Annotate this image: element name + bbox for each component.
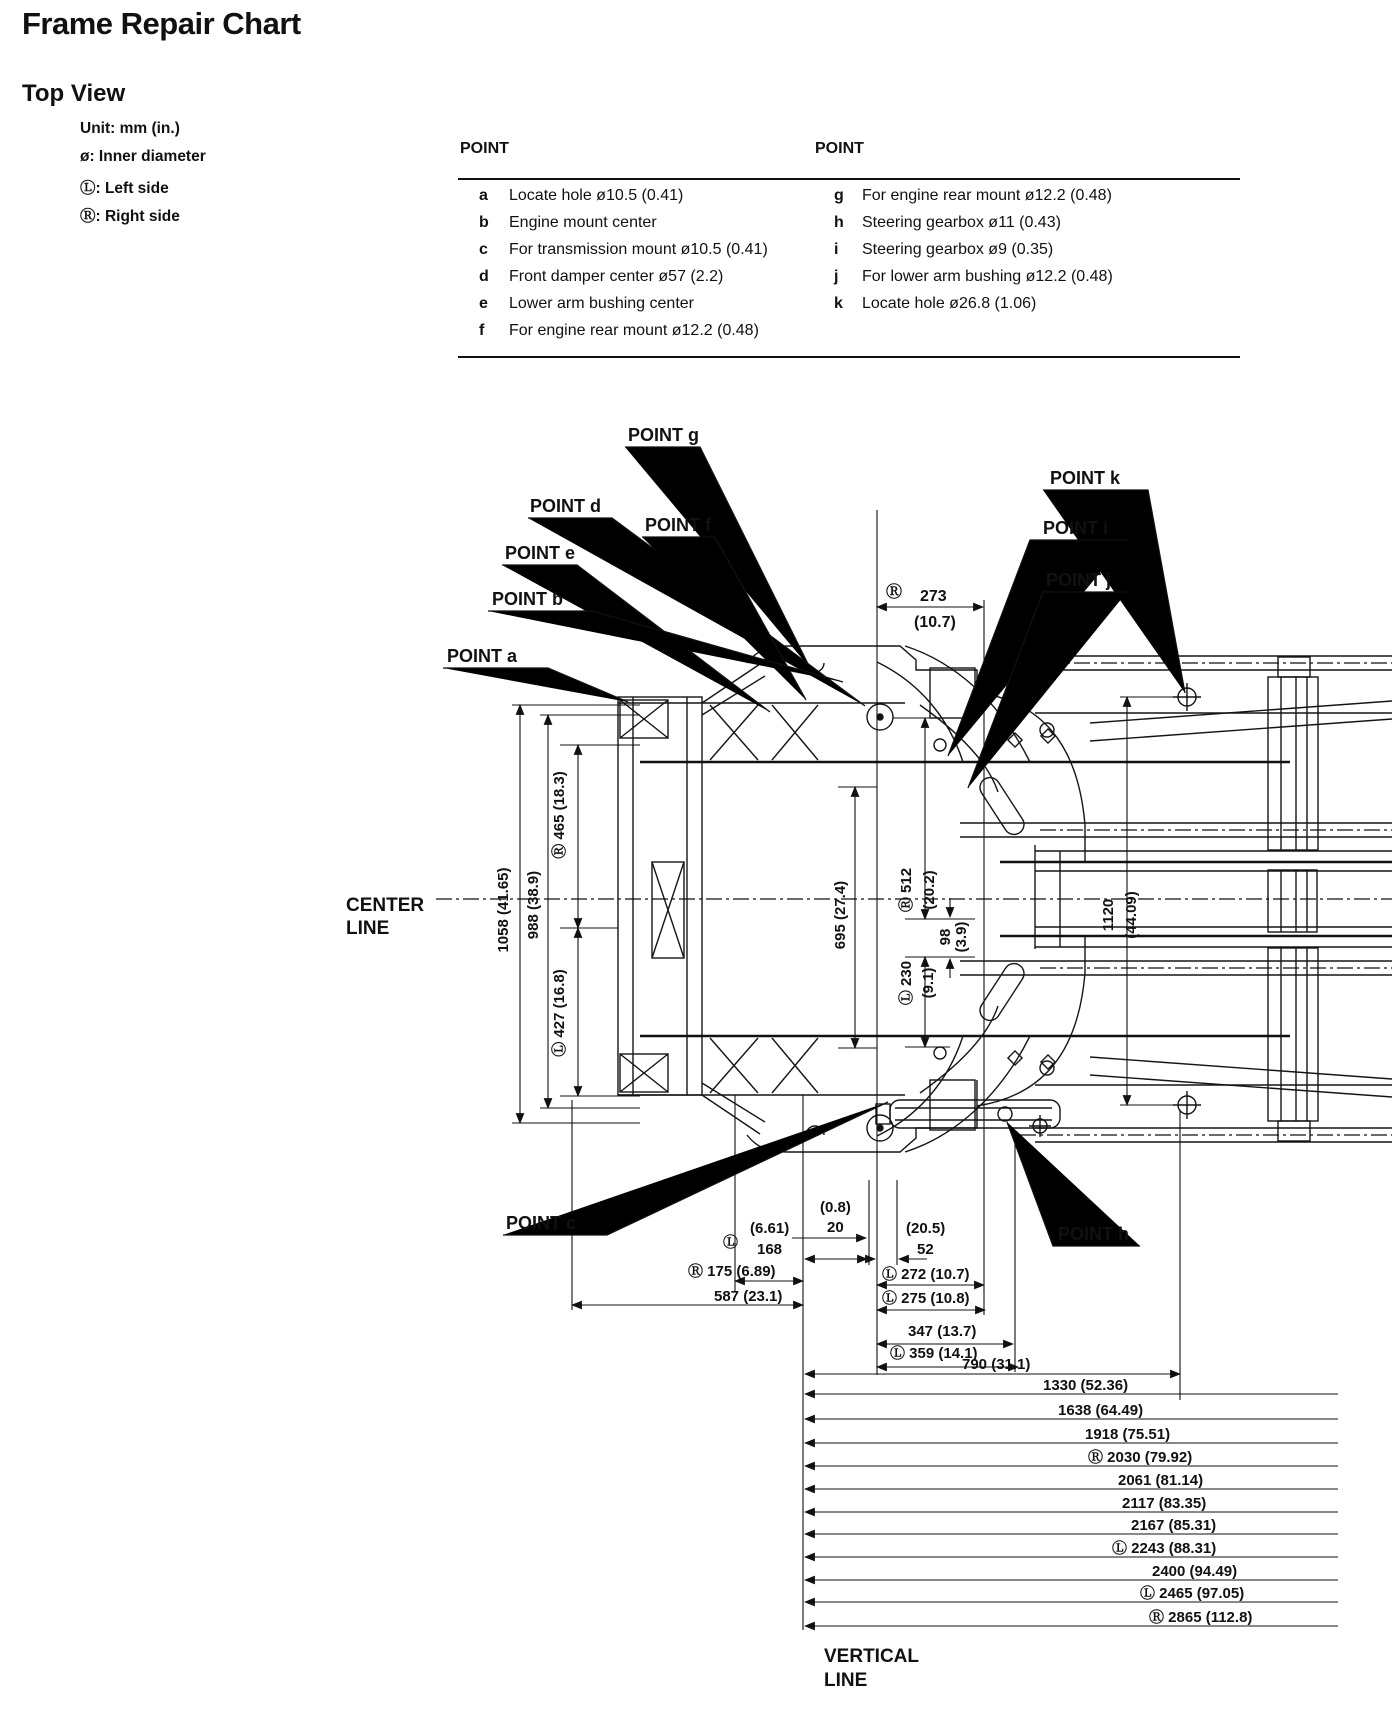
dim-275: Ⓛ 275 (10.8)	[882, 1290, 970, 1307]
callout-point-j: POINT j	[1046, 570, 1112, 590]
callout-point-f: POINT f	[645, 515, 711, 535]
dim-1120: 1120	[1100, 898, 1117, 932]
point-desc: Lower arm bushing center	[509, 295, 694, 312]
dim-52-in: (20.5)	[906, 1220, 946, 1237]
table-header-right: POINT	[815, 140, 864, 157]
stack-dim: 2400 (94.49)	[1152, 1563, 1238, 1580]
callout-point-b: POINT b	[492, 589, 563, 609]
dim-695: 695 (27.4)	[832, 880, 849, 950]
legend-unit: Unit: mm (in.)	[80, 120, 180, 137]
stack-dim: 2061 (81.14)	[1118, 1472, 1204, 1489]
dim-1058: 1058 (41.65)	[495, 867, 512, 953]
callout-point-h: POINT h	[1058, 1224, 1129, 1244]
stack-dim: 1918 (75.51)	[1085, 1426, 1171, 1443]
section-title: Top View	[22, 80, 126, 107]
point-key: e	[479, 295, 488, 312]
dim-168-in: (6.61)	[750, 1220, 790, 1237]
dim-20-in: (0.8)	[820, 1199, 851, 1216]
dim-359: Ⓛ 359 (14.1)	[890, 1345, 978, 1362]
callout-point-d: POINT d	[530, 496, 601, 516]
point-key: f	[479, 322, 485, 339]
dim-427: Ⓛ 427 (16.8)	[551, 969, 568, 1057]
point-desc: For transmission mount ø10.5 (0.41)	[509, 241, 768, 258]
dim-168: 168	[757, 1241, 783, 1258]
dim-512: Ⓡ 512	[898, 867, 915, 913]
dimension-lines	[512, 607, 1180, 1374]
point-key: a	[479, 187, 488, 204]
dim-175: Ⓡ 175 (6.89)	[688, 1263, 776, 1280]
table-header-left: POINT	[460, 140, 509, 157]
point-desc: For engine rear mount ø12.2 (0.48)	[862, 187, 1112, 204]
point-desc: Steering gearbox ø9 (0.35)	[862, 241, 1054, 258]
point-desc: Locate hole ø26.8 (1.06)	[862, 295, 1037, 312]
callout-point-a: POINT a	[447, 646, 518, 666]
dim-465: Ⓡ 465 (18.3)	[551, 771, 568, 859]
point-desc: Steering gearbox ø11 (0.43)	[862, 214, 1061, 231]
point-key: c	[479, 241, 488, 258]
point-key: k	[834, 295, 843, 312]
dim-168-side: Ⓛ	[723, 1234, 739, 1251]
vertical-line-label: LINE	[824, 1670, 868, 1691]
point-desc: Front damper center ø57 (2.2)	[509, 268, 724, 285]
dim-98: 98	[937, 928, 954, 946]
point-desc: For engine rear mount ø12.2 (0.48)	[509, 322, 759, 339]
point-key: h	[834, 214, 844, 231]
dim-273-side: Ⓡ	[886, 584, 903, 601]
dim-273: 273	[920, 588, 947, 605]
stack-dim: Ⓛ 2243 (88.31)	[1112, 1540, 1217, 1557]
center-line-label: LINE	[346, 918, 390, 939]
point-key: b	[479, 214, 489, 231]
page-title: Frame Repair Chart	[22, 6, 301, 41]
stack-dim: Ⓡ 2030 (79.92)	[1088, 1449, 1193, 1466]
callout-point-g: POINT g	[628, 425, 699, 445]
stack-dim: 1638 (64.49)	[1058, 1402, 1144, 1419]
dim-273-in: (10.7)	[914, 614, 956, 631]
point-desc: Engine mount center	[509, 214, 657, 231]
legend-right-side: Ⓡ: Right side	[80, 208, 180, 225]
dim-347: 347 (13.7)	[908, 1323, 977, 1340]
legend-diameter: ø: Inner diameter	[80, 148, 206, 165]
stack-dim: 2167 (85.31)	[1131, 1517, 1217, 1534]
measurement-stack-lines	[805, 1394, 1338, 1626]
dim-20: 20	[827, 1219, 844, 1236]
callout-point-k: POINT k	[1050, 468, 1121, 488]
dim-98-in: (3.9)	[953, 921, 970, 953]
point-key: g	[834, 187, 844, 204]
dim-230: Ⓛ 230	[898, 960, 915, 1006]
point-key: j	[834, 268, 839, 285]
stack-dim: 1330 (52.36)	[1043, 1377, 1129, 1394]
callout-point-i: POINT i	[1043, 518, 1109, 538]
stack-dim: Ⓡ 2865 (112.8)	[1149, 1609, 1253, 1626]
dim-230-in: (9.1)	[920, 967, 937, 999]
callout-point-e: POINT e	[505, 543, 576, 563]
dim-52: 52	[917, 1241, 934, 1258]
point-key: i	[834, 241, 839, 258]
dimension-labels	[495, 582, 1140, 1373]
dim-1120-in: (44.09)	[1123, 891, 1140, 939]
callout-point-c: POINT c	[506, 1213, 577, 1233]
stack-dim: 2117 (83.35)	[1122, 1495, 1207, 1512]
center-line-label: CENTER	[346, 895, 425, 916]
stack-dim: Ⓛ 2465 (97.05)	[1140, 1585, 1245, 1602]
point-desc: For lower arm bushing ø12.2 (0.48)	[862, 268, 1113, 285]
dim-512-in: (20.2)	[921, 870, 938, 910]
dim-587: 587 (23.1)	[714, 1288, 783, 1305]
dim-988: 988 (38.9)	[525, 870, 542, 940]
vertical-line-label: VERTICAL	[824, 1646, 919, 1667]
dim-790: 790 (31.1)	[962, 1356, 1031, 1373]
legend-left-side: Ⓛ: Left side	[80, 180, 169, 197]
point-desc: Locate hole ø10.5 (0.41)	[509, 187, 684, 204]
measurement-stack-labels	[1043, 1377, 1252, 1626]
dim-272: Ⓛ 272 (10.7)	[882, 1266, 970, 1283]
point-key: d	[479, 268, 489, 285]
